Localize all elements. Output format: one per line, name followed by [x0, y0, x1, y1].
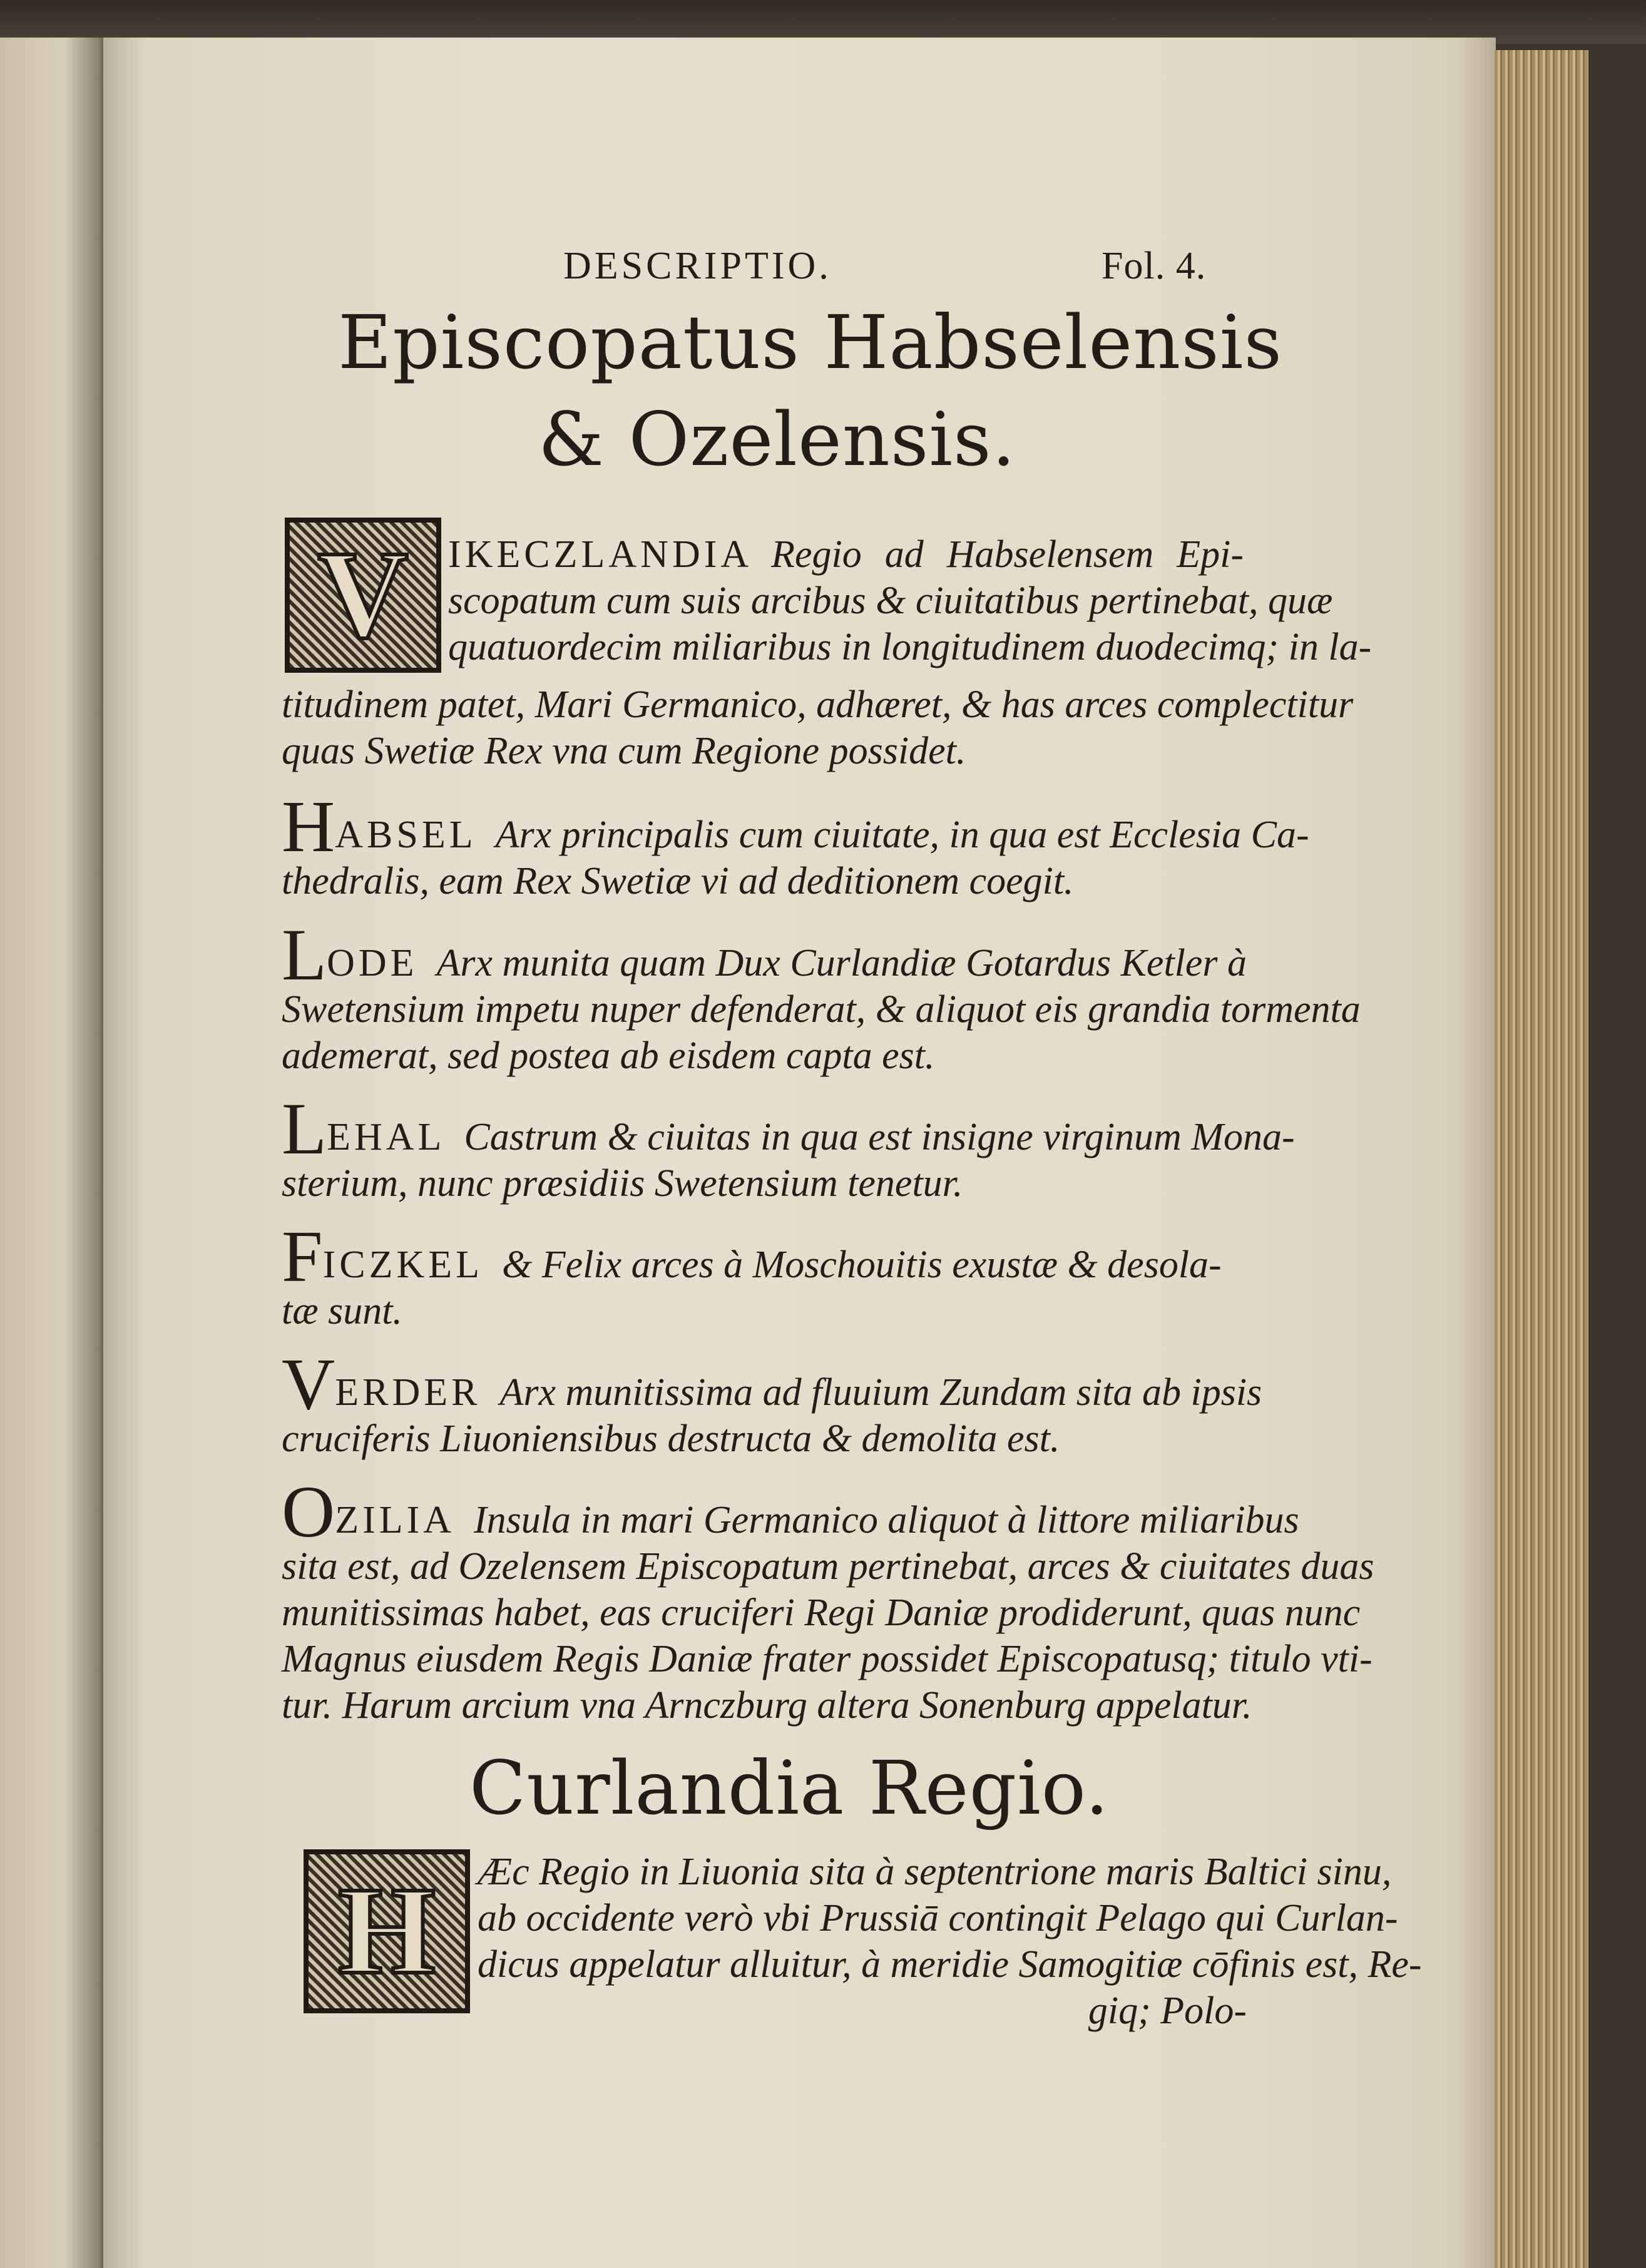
lead-word: IKECZLANDIA	[448, 533, 753, 576]
text-line: Magnus eiusdem Regis Daniæ frater possidet Episcopatusq; titulo vti-	[282, 1638, 1373, 1680]
folio-number: Fol. 4.	[1102, 245, 1207, 287]
dropcap-letter: V	[317, 526, 409, 664]
line-text: & Felix arces à Moschouitis exustæ & desola-	[502, 1244, 1222, 1286]
text-line	[282, 1088, 1295, 1170]
section-title: Curlandia Regio.	[469, 1745, 1110, 1831]
lead-word: EHAL	[327, 1116, 446, 1158]
running-title: DESCRIPTIO.	[563, 245, 832, 287]
line-text: Arx munita quam Dux Curlandiæ Gotardus Ketler à	[436, 942, 1247, 984]
text-line: munitissimas habet, eas cruciferi Regi Daniæ prodiderunt, quas nunc	[282, 1591, 1361, 1634]
lead-word: ABSEL	[335, 814, 477, 856]
line-text: Regio ad Habselensem Epi-	[771, 533, 1244, 576]
text-line	[448, 532, 1244, 577]
woodcut-initial-v	[285, 518, 441, 673]
initial-letter: O	[282, 1471, 335, 1553]
text-line: ademerat, sed postea ab eisdem capta est.	[282, 1034, 935, 1077]
text-line: dicus appelatur alluitur, à meridie Samogitiæ cōfinis est, Re-	[478, 1943, 1422, 1986]
line-text: Insula in mari Germanico aliquot à littore miliaribus	[474, 1499, 1299, 1541]
dropcap-letter: H	[338, 1862, 436, 2000]
text-line	[282, 1343, 1262, 1425]
text-line: thedralis, eam Rex Swetiæ vi ad deditionem coegit.	[282, 860, 1074, 902]
page-edges	[1495, 50, 1588, 2268]
text-line: quatuordecim miliaribus in longitudinem duodecimq; in la-	[448, 626, 1372, 668]
lead-word: ERDER	[335, 1371, 481, 1414]
line-text: Castrum & ciuitas in qua est insigne virginum Mona-	[464, 1116, 1295, 1158]
text-line: scopatum cum suis arcibus & ciuitatibus pertinebat, quæ	[448, 580, 1333, 622]
text-line: cruciferis Liuoniensibus destructa & demolita est.	[282, 1418, 1060, 1460]
lead-word: ICZKEL	[322, 1244, 484, 1286]
catchline: giq; Polo-	[1088, 1990, 1247, 2032]
text-line: Swetensium impetu nuper defenderat, & aliquot eis grandia tormenta	[282, 988, 1361, 1031]
chapter-title-line1: Episcopatus Habselensis	[338, 299, 1283, 386]
lead-word: ZILIA	[335, 1499, 456, 1541]
text-line: tæ sunt.	[282, 1290, 402, 1332]
initial-letter: H	[282, 785, 335, 867]
text-line: sterium, nunc præsidiis Swetensium tenetur.	[282, 1162, 963, 1205]
initial-letter: L	[282, 1088, 327, 1170]
text-line: titudinem patet, Mari Germanico, adhæret, & has arces complectitur	[282, 683, 1354, 726]
text-line: quas Swetiæ Rex vna cum Regione possidet.	[282, 730, 966, 772]
text-line	[282, 1471, 1299, 1553]
scan-background	[1588, 50, 1646, 2268]
initial-letter: L	[282, 914, 327, 996]
text-line	[282, 1215, 1222, 1297]
text-line	[282, 785, 1309, 867]
text-line: tur. Harum arcium vna Arnczburg altera Sonenburg appelatur.	[282, 1684, 1252, 1727]
initial-letter: F	[282, 1215, 323, 1297]
text-line: ab occidente verò vbi Prussiā contingit Pelago qui Curlan-	[478, 1897, 1398, 1939]
text-line: sita est, ad Ozelensem Episcopatum pertinebat, arces & ciuitates duas	[282, 1545, 1374, 1588]
text-line	[282, 914, 1247, 996]
line-text: Arx munitissima ad fluuium Zundam sita ab ipsis	[499, 1371, 1262, 1414]
chapter-title-line2: & Ozelensis.	[538, 396, 1016, 483]
text-line: Æc Regio in Liuonia sita à septentrione maris Baltici sinu,	[478, 1851, 1392, 1893]
lead-word: ODE	[327, 942, 418, 984]
line-text: Arx principalis cum ciuitate, in qua est Ecclesia Ca-	[495, 814, 1309, 856]
facing-page-edge	[0, 38, 106, 2268]
woodcut-initial-h	[304, 1849, 470, 2013]
initial-letter: V	[282, 1343, 335, 1425]
